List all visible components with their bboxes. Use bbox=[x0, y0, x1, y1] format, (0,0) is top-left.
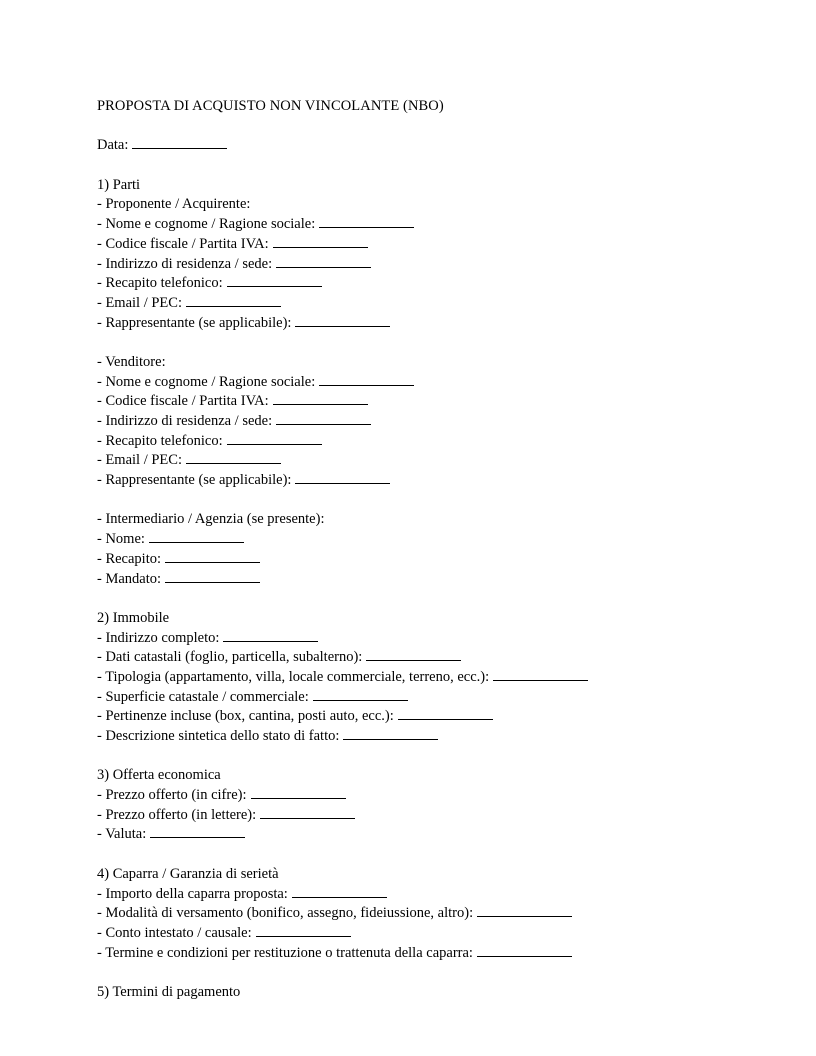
spacer-line bbox=[97, 747, 719, 767]
spacer-line bbox=[97, 117, 719, 137]
form-field-line bbox=[97, 688, 719, 708]
form-field-line bbox=[97, 885, 719, 905]
field-blank[interactable] bbox=[276, 414, 371, 425]
subheading-label: - Proponente / Acquirente: bbox=[97, 196, 251, 213]
field-label: - Indirizzo completo: bbox=[97, 629, 220, 646]
section-heading: 1) Parti bbox=[97, 176, 141, 193]
field-label: - Prezzo offerto (in lettere): bbox=[97, 806, 257, 823]
field-label: - Tipologia (appartamento, villa, locale commerciale, terreno, ecc.): bbox=[97, 668, 490, 685]
form-field-line bbox=[97, 392, 719, 412]
form-field-line bbox=[97, 255, 719, 275]
form-field-line bbox=[97, 471, 719, 491]
field-label: - Codice fiscale / Partita IVA: bbox=[97, 393, 269, 410]
field-blank[interactable] bbox=[276, 256, 371, 267]
spacer-line bbox=[97, 333, 719, 353]
field-blank[interactable] bbox=[366, 650, 461, 661]
field-blank[interactable] bbox=[260, 807, 355, 818]
section-heading: 2) Immobile bbox=[97, 609, 170, 626]
document-body bbox=[97, 97, 719, 1003]
document-title: PROPOSTA DI ACQUISTO NON VINCOLANTE (NBO) bbox=[97, 98, 444, 114]
form-field-line bbox=[97, 825, 719, 845]
form-field-line bbox=[97, 806, 719, 826]
field-label: - Prezzo offerto (in cifre): bbox=[97, 787, 247, 804]
field-blank[interactable] bbox=[273, 394, 368, 405]
field-label: - Email / PEC: bbox=[97, 294, 182, 311]
form-field-line bbox=[97, 215, 719, 235]
spacer-line bbox=[97, 491, 719, 511]
field-label: - Mandato: bbox=[97, 570, 162, 587]
field-blank[interactable] bbox=[343, 729, 438, 740]
section-heading: 5) Termini di pagamento bbox=[97, 983, 241, 1000]
form-field-line bbox=[97, 451, 719, 471]
form-field-line bbox=[97, 412, 719, 432]
form-field-line bbox=[97, 373, 719, 393]
field-label: - Email / PEC: bbox=[97, 452, 182, 469]
field-label: - Recapito: bbox=[97, 550, 162, 567]
spacer-line bbox=[97, 845, 719, 865]
field-label: - Modalità di versamento (bonifico, assegno, fideiussione, altro): bbox=[97, 905, 474, 922]
date-blank[interactable] bbox=[132, 138, 227, 149]
field-label: - Descrizione sintetica dello stato di fatto: bbox=[97, 728, 340, 744]
field-label: - Codice fiscale / Partita IVA: bbox=[97, 235, 269, 252]
form-field-line bbox=[97, 904, 719, 924]
form-field-line bbox=[97, 629, 719, 649]
field-label: - Indirizzo di residenza / sede: bbox=[97, 255, 273, 272]
form-field-line bbox=[97, 314, 719, 334]
field-blank[interactable] bbox=[256, 925, 351, 936]
field-label: - Termine e condizioni per restituzione o trattenuta della caparra: bbox=[97, 944, 473, 961]
field-label: - Rappresentante (se applicabile): bbox=[97, 314, 292, 331]
field-blank[interactable] bbox=[273, 236, 368, 247]
field-blank[interactable] bbox=[295, 473, 390, 484]
field-label: - Superficie catastale / commerciale: bbox=[97, 688, 309, 705]
field-label: - Conto intestato / causale: bbox=[97, 924, 252, 941]
field-label: - Recapito telefonico: bbox=[97, 432, 223, 449]
field-blank[interactable] bbox=[313, 689, 408, 700]
section-heading: 4) Caparra / Garanzia di serietà bbox=[97, 865, 279, 882]
form-field-line bbox=[97, 432, 719, 452]
field-label: - Rappresentante (se applicabile): bbox=[97, 472, 292, 489]
field-blank[interactable] bbox=[186, 295, 281, 306]
form-field-line bbox=[97, 944, 719, 964]
date-label: Data: bbox=[97, 137, 129, 154]
form-field-line bbox=[97, 648, 719, 668]
field-blank[interactable] bbox=[319, 374, 414, 385]
field-blank[interactable] bbox=[149, 532, 244, 543]
subheading-line bbox=[97, 195, 719, 215]
field-blank[interactable] bbox=[227, 276, 322, 287]
subheading-line bbox=[97, 353, 719, 373]
field-blank[interactable] bbox=[251, 788, 346, 799]
field-blank[interactable] bbox=[398, 709, 493, 720]
form-field-line bbox=[97, 550, 719, 570]
field-label: - Valuta: bbox=[97, 826, 147, 843]
field-blank[interactable] bbox=[477, 906, 572, 917]
field-label: - Nome e cognome / Ragione sociale: bbox=[97, 373, 316, 390]
spacer-line bbox=[97, 156, 719, 176]
form-field-line bbox=[97, 786, 719, 806]
field-label: - Dati catastali (foglio, particella, subalterno): bbox=[97, 649, 363, 666]
field-label: - Recapito telefonico: bbox=[97, 275, 223, 292]
field-label: - Importo della caparra proposta: bbox=[97, 885, 288, 902]
field-label: - Indirizzo di residenza / sede: bbox=[97, 413, 273, 429]
spacer-line bbox=[97, 963, 719, 983]
field-label: - Pertinenze incluse (box, cantina, posti auto, ecc.): bbox=[97, 708, 394, 725]
field-blank[interactable] bbox=[223, 630, 318, 641]
form-field-line bbox=[97, 235, 719, 255]
field-blank[interactable] bbox=[186, 453, 281, 464]
field-label: - Nome: bbox=[97, 531, 145, 548]
form-field-line bbox=[97, 727, 719, 747]
field-blank[interactable] bbox=[477, 945, 572, 956]
section-heading: 3) Offerta economica bbox=[97, 767, 221, 784]
field-blank[interactable] bbox=[292, 886, 387, 897]
form-field-line bbox=[97, 924, 719, 944]
field-blank[interactable] bbox=[165, 571, 260, 582]
date-field-line bbox=[97, 136, 719, 156]
field-blank[interactable] bbox=[165, 551, 260, 562]
form-field-line bbox=[97, 707, 719, 727]
form-field-line bbox=[97, 668, 719, 688]
spacer-line bbox=[97, 589, 719, 609]
subheading-line bbox=[97, 510, 719, 530]
field-label: - Nome e cognome / Ragione sociale: bbox=[97, 216, 316, 233]
form-field-line bbox=[97, 294, 719, 314]
field-blank[interactable] bbox=[319, 217, 414, 228]
form-field-line bbox=[97, 530, 719, 550]
subheading-label: - Venditore: bbox=[97, 353, 166, 370]
form-field-line bbox=[97, 570, 719, 590]
form-field-line bbox=[97, 274, 719, 294]
field-blank[interactable] bbox=[295, 315, 390, 326]
field-blank[interactable] bbox=[150, 827, 245, 838]
sections-container bbox=[97, 176, 719, 1003]
field-blank[interactable] bbox=[227, 433, 322, 444]
field-blank[interactable] bbox=[493, 670, 588, 681]
subheading-label: - Intermediario / Agenzia (se presente): bbox=[97, 511, 325, 528]
